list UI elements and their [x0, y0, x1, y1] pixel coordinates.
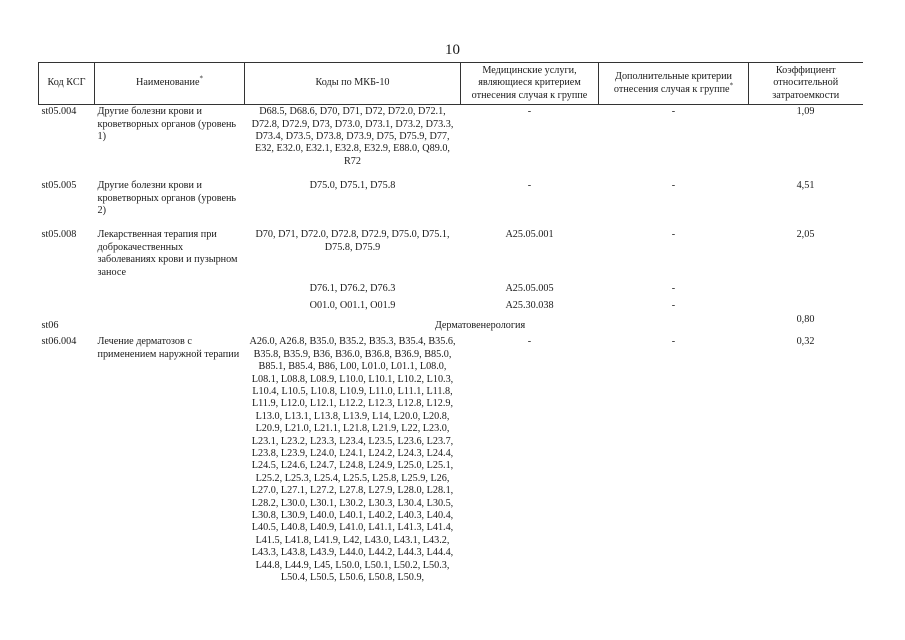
header-name: [95, 63, 245, 105]
cell-mkb-codes: O01.0, O01.1, O01.9: [309, 299, 396, 311]
table-body: [39, 105, 863, 585]
header-coef: [749, 63, 863, 105]
cell-code: st05.008: [41, 229, 77, 241]
cell-services: A25.30.038: [505, 299, 554, 311]
cell-code: [39, 296, 95, 312]
header-name-mark: *: [199, 75, 203, 84]
header-extra-text: Дополнительные критерии отнесения случая к группе: [613, 71, 732, 95]
header-mkb-text: Коды по МКБ-10: [315, 77, 390, 89]
header-extra-mark: *: [729, 81, 734, 90]
cell-extra-criteria: -: [671, 336, 676, 348]
cell-name: Другие болезни крови и кроветворных органов (уровень 1): [97, 106, 237, 143]
cell-coefficient: 2,05: [796, 229, 815, 241]
cell-mkb-codes: D68.5, D68.6, D70, D71, D72, D72.0, D72.1, D72.8, D72.9, D73, D73.0, D73.1, D73.2, D73.3, D73.4, D73.5, D73.8, D73.9, D75, D75.9, D77, E32, E32.0, E32.1, E32.8, E32.9, E88.0, Q89.0, R72: [251, 106, 454, 167]
cell-services: A25.05.001: [505, 229, 554, 241]
table-row: [39, 105, 863, 169]
cell-coefficient: 4,51: [796, 180, 815, 192]
table-row: [39, 217, 863, 279]
section-title: Дерматовенерология: [434, 319, 526, 331]
header-services: [461, 63, 599, 105]
header-services-text: Медицинские услуги, являющиеся критерием отнесения случая к группе: [471, 65, 588, 101]
cell-name: Другие болезни крови и кроветворных органов (уровень 2): [97, 180, 237, 217]
cell-services: -: [527, 106, 532, 118]
section-coefficient: 0,80: [796, 313, 815, 325]
cell-code: st05.004: [41, 106, 77, 118]
cell-extra-criteria: -: [671, 283, 676, 295]
header-code-text: Код КСГ: [47, 77, 86, 89]
cell-code: [39, 279, 95, 295]
cell-name: Лечение дерматозов с применением наружной терапии: [97, 336, 240, 360]
cell-code: st06.004: [41, 336, 77, 348]
header-coef-text: Коэффициент относительной затратоемкости: [772, 65, 840, 101]
cell-extra-criteria: -: [671, 180, 676, 192]
cell-coefficient: 0,32: [796, 336, 815, 348]
cell-name: [95, 279, 245, 295]
table-row: [39, 296, 863, 312]
cell-mkb-codes: D76.1, D76.2, D76.3: [309, 283, 396, 295]
cell-coefficient: [749, 279, 863, 295]
cell-code: st05.005: [41, 180, 77, 192]
table-row: [39, 279, 863, 295]
cell-mkb-codes: A26.0, A26.8, B35.0, B35.2, B35.3, B35.4, B35.6, B35.8, B35.9, B36, B36.0, B36.8, B36.9, B85.0, B85.1, B85.4, B86, L00, L01.0, L01.1, L08.0, L08.1, L08.8, L08.9, L10.0, L10.1, L10.2, L10.3, L10.4, L10.5, L10.8, L10.9, L11.0, L11.1, L11.8, L11.9, L12.0, L12.1, L12.2, L12.3, L12.8, L12.9, L13.0, L13.1, L13.8, L13.9, L14, L20.0, L20.8, L20.9, L21.0, L21.1, L21.8, L21.9, L22, L23.0, L23.1, L23.2, L23.3, L23.4, L23.5, L23.6, L23.7, L23.8, L23.9, L24.0, L24.1, L24.2, L24.3, L24.4, L24.5, L24.6, L24.7, L24.8, L24.9, L25.0, L25.1, L25.2, L25.3, L25.4, L25.5, L25.8, L25.9, L26, L27.0, L27.1, L27.2, L27.8, L27.9, L28.0, L28.1, L28.2, L30.0, L30.1, L30.2, L30.3, L30.4, L30.5, L30.8, L30.9, L40.0, L40.1, L40.2, L40.3, L40.4, L40.5, L40.8, L40.9, L41.0, L41.1, L41.3, L41.4, L41.5, L41.8, L41.9, L42, L43.0, L43.1, L43.2, L43.3, L43.8, L43.9, L44.0, L44.2, L44.3, L44.4, L44.8, L44.9, L45, L50.0, L50.1, L50.2, L50.3, L50.4, L50.5, L50.6, L50.8, L50.9,: [249, 336, 456, 584]
section-row: [39, 312, 863, 332]
table-row: [39, 168, 863, 217]
table-row: [39, 332, 863, 584]
cell-services: -: [527, 336, 532, 348]
cell-coefficient: [749, 296, 863, 312]
cell-coefficient: 1,09: [796, 106, 815, 118]
section-code: st06: [41, 319, 59, 331]
header-name-text: Наименование: [136, 77, 200, 89]
cell-name: [95, 296, 245, 312]
cell-name: Лекарственная терапия при доброкачественных заболеваниях крови и пузырном заносе: [97, 229, 238, 278]
cell-services: -: [527, 180, 532, 192]
cell-mkb-codes: D75.0, D75.1, D75.8: [309, 180, 396, 192]
cell-services: A25.05.005: [505, 283, 554, 295]
cell-extra-criteria: -: [671, 299, 676, 311]
header-mkb: [245, 63, 461, 105]
header-code: [39, 63, 95, 105]
header-extra: [599, 63, 749, 105]
table-header: [39, 63, 863, 105]
cell-mkb-codes: D70, D71, D72.0, D72.8, D72.9, D75.0, D75.1, D75.8, D75.9: [255, 229, 450, 253]
page-number: 10: [445, 42, 460, 58]
ksg-table: [38, 62, 863, 584]
cell-extra-criteria: -: [671, 229, 676, 241]
cell-extra-criteria: -: [671, 106, 676, 118]
